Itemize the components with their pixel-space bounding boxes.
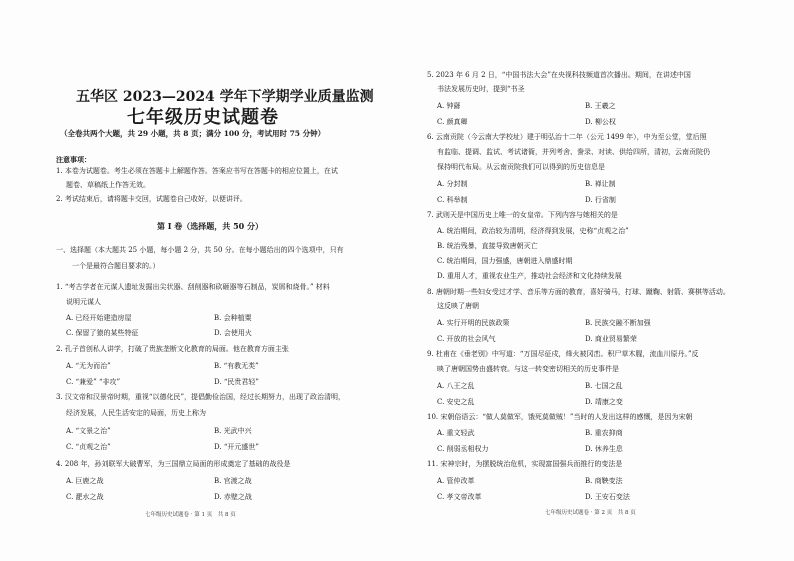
question-7-stem: 7. 武则天是中国历史上唯一的女皇帝。下列内容与她相关的是 (427, 211, 618, 219)
question-7-option-d: D. 重用人才，重视农业生产，推动社会经济和文化持续发展 (437, 272, 622, 280)
question-11-stem: 11. 宋神宗时，为摆脱统治危机，实现富国强兵而推行的变法是 (427, 460, 623, 468)
question-3-stem-line-2: 经济发展，人民生活安定的局面，历史上称为 (66, 409, 206, 417)
question-7-option-a: A. 统治期间，政治较为清明，经济得到发展，史称“贞观之治” (437, 227, 629, 235)
question-3-option-c: C. “贞观之治” (66, 443, 111, 451)
question-10-stem: 10. 宋朝俗语云：“做人莫做军，饿死莫做贼！”当时的人发出这样的感慨，是因为宋朝 (427, 413, 693, 421)
question-6-option-a: A. 分封制 (437, 180, 468, 188)
exam-page-2 (397, 0, 794, 561)
question-11-option-c: C. 孝文帝改革 (437, 493, 482, 501)
question-10-option-c: C. 削弱丞相权力 (437, 445, 489, 453)
question-9-stem-line-2: 映了唐朝国势由盛转衰。与这一转变密切相关的历史事件是 (437, 365, 619, 373)
question-3-option-b: B. 光武中兴 (214, 427, 252, 435)
question-11-option-b: B. 商鞅变法 (585, 477, 623, 485)
question-11-option-a: A. 管仲改革 (437, 477, 475, 485)
question-10-option-b: B. 重农抑商 (585, 429, 623, 437)
section-1-instructions-line-2: 一个是最符合题目要求的。） (72, 262, 160, 270)
page-footer-2: 七年级历史试题卷 · 第 2 页 共 8 页 (545, 510, 636, 516)
question-8-stem-line-2: 这反映了唐朝 (437, 302, 479, 310)
question-3-option-a: A. “文景之治” (66, 427, 111, 435)
notice-1-line-2: 题卷、草稿纸上作答无效。 (66, 181, 150, 189)
question-8-option-c: C. 开放的社会风气 (437, 335, 496, 343)
notice-heading: 注意事项： (56, 155, 91, 164)
question-5-stem-line-2: 书法发展历史时，提到“书圣 (437, 85, 525, 93)
question-9-option-a: A. 八王之乱 (437, 382, 475, 390)
question-7-option-c: C. 统治期间，国力强盛，唐朝进入鼎盛时期 (437, 257, 573, 265)
question-9-option-d: D. 靖康之变 (585, 398, 623, 406)
question-4-option-d: D. 赤壁之战 (214, 493, 252, 501)
question-5-option-d: D. 柳公权 (585, 118, 616, 126)
question-2-option-b: B. “有教无类” (214, 362, 259, 370)
exam-header: 五华区 2023—2024 学年下学期学业质量监测 (76, 89, 374, 105)
question-6-stem-line-2: 有监临、提调、监试、考试诸衙，并列考舍、誊录、对读、供给四所，清初，云南贡院仍 (437, 148, 710, 156)
question-11-option-d: D. 王安石变法 (585, 493, 630, 501)
question-8-stem-line-1: 8. 唐朝时期一些妇女受过才学、音乐等方面的教育，喜好骑马，打球、蹴鞠、射箭、赛棋等活动。 (427, 288, 730, 296)
question-5-option-b: B. 王羲之 (585, 102, 616, 110)
question-2-stem: 2. 孔子首创私人讲学，打破了贵族垄断文化教育的局面。他在教育方面主张 (56, 345, 289, 353)
question-1-option-d: D. 会使用火 (214, 329, 252, 337)
question-6-option-b: B. 禅让制 (585, 180, 616, 188)
question-8-option-d: D. 商业贸易繁荣 (585, 335, 637, 343)
question-10-option-d: D. 休养生息 (585, 445, 623, 453)
question-6-stem-line-1: 6. 云南贡院（今云南大学校址）建于明弘治十二年（公元 1499 年），中为至公堂，堂后照 (427, 133, 707, 141)
question-9-stem-line-1: 9. 杜甫在《垂老别》中写道：“万国尽征戍，烽火被冈峦。积尸草木腥，流血川原丹。”反 (427, 350, 699, 358)
question-6-option-c: C. 科举制 (437, 196, 468, 204)
question-3-option-d: D. “开元盛世” (214, 443, 259, 451)
question-4-stem: 4. 208 年，孙刘联军大破曹军，为三国鼎立局面的形成奠定了基础的战役是 (56, 460, 291, 468)
question-3-stem-line-1: 3. 汉文帝和汉景帝时期，重视“以德化民”，提倡勤俭治国，经过长期努力，出现了政治清明， (56, 393, 346, 401)
question-1-option-a: A. 已经开始建造房屋 (66, 314, 132, 322)
question-4-option-c: C. 淝水之战 (66, 493, 104, 501)
question-5-option-c: C. 颜真卿 (437, 118, 468, 126)
question-5-stem-line-1: 5. 2023 年 6 月 2 日，“中国书法大会”在央视科技频道首次播出。期间，在讲述中国 (427, 71, 691, 79)
question-1-option-b: B. 会种植粟 (214, 314, 252, 322)
question-6-stem-line-3: 保持明代布局。从云南贡院我们可以得到的历史信息是 (437, 163, 605, 171)
question-2-option-d: D. “民贵君轻” (214, 378, 259, 386)
question-1-option-c: C. 保留了猿的某些特征 (66, 329, 139, 337)
question-6-option-d: D. 行省制 (585, 196, 616, 204)
question-2-option-c: C. “兼爱” “非攻” (66, 378, 121, 386)
notice-2: 2. 考试结束后，请将题卡交回，试题卷自己收好，以便讲评。 (56, 195, 247, 203)
notice-1-line-1: 1. 本卷为试题卷。考生必须在答题卡上解题作答。答案应书写在答题卡的相应位置上，在试 (56, 167, 338, 175)
question-4-option-b: B. 官渡之战 (214, 477, 252, 485)
question-2-option-a: A. “无为而治” (66, 362, 111, 370)
question-1-stem-line-2: 说明元谋人 (66, 298, 101, 306)
exam-subtitle: （全卷共两个大题，共 29 小题，共 8 页；满分 100 分，考试用时 75 分钟） (60, 129, 326, 138)
question-9-option-c: C. 安史之乱 (437, 398, 475, 406)
section-1-instructions-line-1: 一、选择题（本大题共 25 小题，每小题 2 分，共 50 分。在每小题给出的四个选项中，只有 (56, 246, 344, 254)
question-7-option-b: B. 统治残暴，直接导致唐朝灭亡 (437, 242, 538, 250)
question-9-option-b: B. 七国之乱 (585, 382, 623, 390)
question-8-option-a: A. 实行开明的民族政策 (437, 319, 510, 327)
question-8-option-b: B. 民族交融不断加强 (585, 319, 651, 327)
exam-title: 七年级历史试题卷 (127, 107, 279, 128)
question-1-stem-line-1: 1. “考古学者在元谋人遗址发掘出尖状器、刮削器和砍砸器等石制品，炭屑和烧骨。” 材料 (56, 283, 330, 291)
question-10-option-a: A. 重文轻武 (437, 429, 475, 437)
page-footer-1: 七年级历史试题卷 · 第 1 页 共 8 页 (145, 512, 236, 518)
part-1-heading: 第 I 卷（选择题，共 50 分） (157, 221, 264, 231)
question-4-option-a: A. 巨鹿之战 (66, 477, 104, 485)
question-5-option-a: A. 钟繇 (437, 102, 461, 110)
